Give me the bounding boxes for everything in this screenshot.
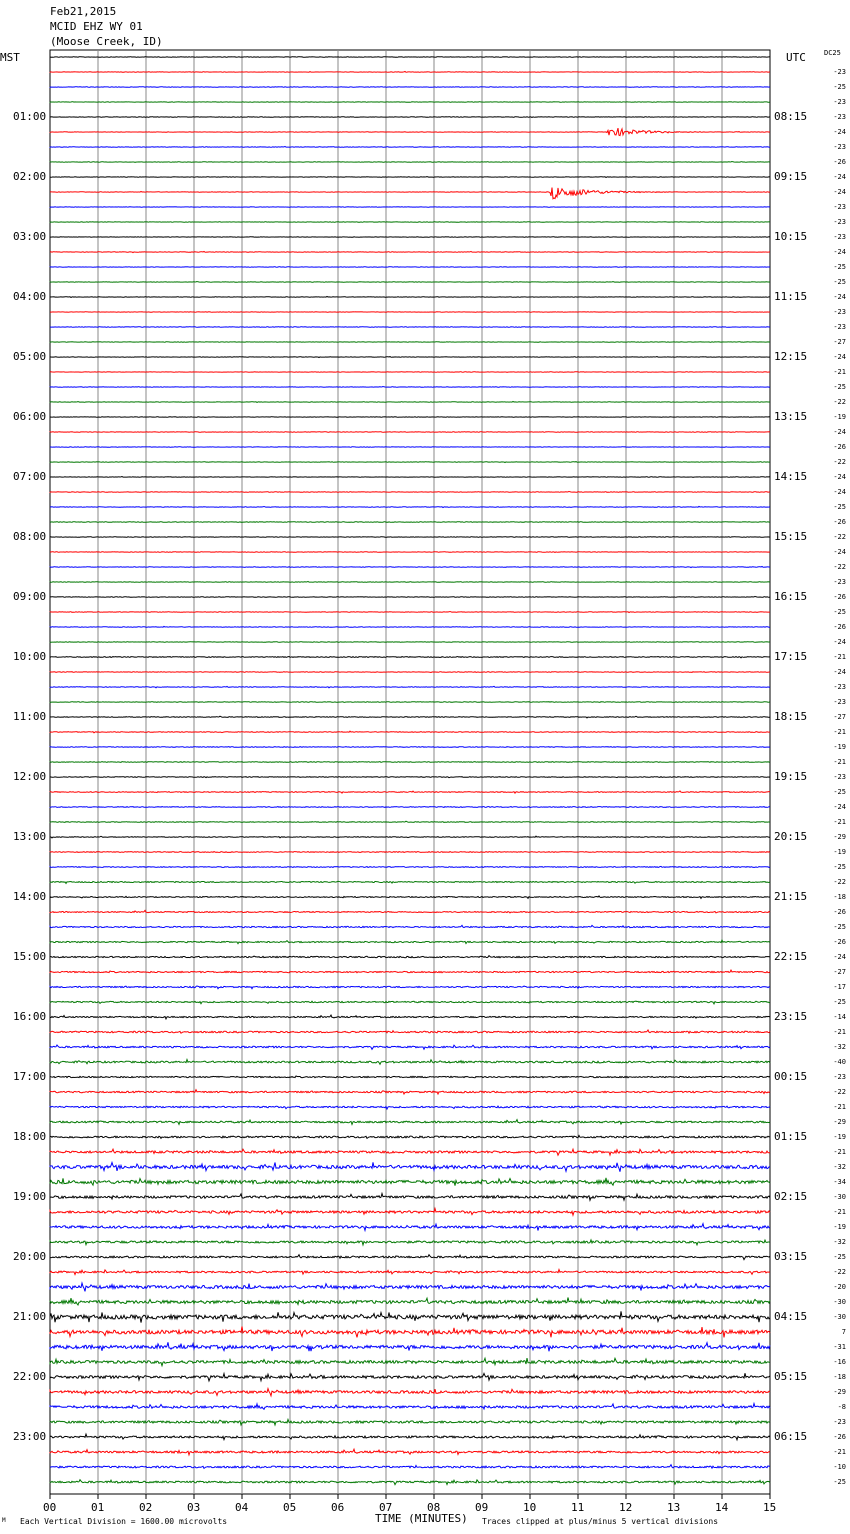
seismic-trace [50, 762, 770, 763]
right-hour-label: 12:15 [774, 350, 808, 363]
seismic-trace [50, 402, 770, 403]
seismic-trace [50, 267, 770, 268]
seismic-trace [50, 87, 770, 88]
seismic-trace [50, 72, 770, 73]
dc-offset-label: -32 [833, 1043, 846, 1051]
seismic-trace [50, 462, 770, 463]
left-hour-label: 07:00 [13, 470, 47, 483]
dc-offset-label: -25 [833, 278, 846, 286]
right-hour-label: 02:15 [774, 1190, 808, 1203]
seismic-trace [50, 747, 770, 748]
dc-offset-label: -24 [833, 353, 846, 361]
dc-offset-label: -26 [833, 518, 846, 526]
footer-mark: M [2, 1517, 6, 1524]
footer-scale-note: Each Vertical Division = 1600.00 microvolts [20, 1517, 228, 1526]
seismic-trace [50, 491, 770, 492]
dc-offset-label: -34 [833, 1178, 846, 1186]
dc-offset-label: -21 [833, 1028, 846, 1036]
dc-offset-label: -26 [833, 443, 846, 451]
right-hour-label: 08:15 [774, 110, 808, 123]
dc-offset-label: -25 [833, 263, 846, 271]
right-hour-label: 05:15 [774, 1370, 808, 1383]
dc-offset-label: -14 [833, 1013, 846, 1021]
dc-offset-label: -25 [833, 83, 846, 91]
dc-offset-label: -30 [833, 1313, 846, 1321]
x-tick-label: 09 [475, 1501, 489, 1514]
seismic-trace [50, 1149, 770, 1155]
seismic-trace [50, 626, 770, 627]
x-tick-label: 11 [571, 1501, 585, 1514]
seismic-trace [50, 297, 770, 298]
seismic-trace [50, 1389, 770, 1396]
x-tick-label: 12 [619, 1501, 633, 1514]
dc-offset-label: -19 [833, 1223, 846, 1231]
right-hour-label: 21:15 [774, 890, 808, 903]
left-hour-label: 05:00 [13, 350, 47, 363]
seismic-trace [50, 552, 770, 553]
seismic-trace [50, 357, 770, 358]
dc-offset-label: -24 [833, 173, 846, 181]
left-hour-label: 04:00 [13, 290, 47, 303]
dc-offset-label: -21 [833, 758, 846, 766]
seismic-trace [50, 1358, 770, 1366]
seismic-trace [50, 1373, 770, 1381]
header-date: Feb21,2015 [50, 5, 117, 18]
right-hour-label: 11:15 [774, 290, 808, 303]
left-hour-label: 22:00 [13, 1370, 47, 1383]
dc-offset-label: -24 [833, 953, 846, 961]
left-hour-label: 08:00 [13, 530, 47, 543]
dc-offset-label: -25 [833, 1478, 846, 1486]
right-hour-label: 00:15 [774, 1070, 808, 1083]
seismic-trace [50, 1449, 770, 1455]
dc-offset-label: -25 [833, 383, 846, 391]
seismic-trace [50, 282, 770, 283]
left-hour-label: 01:00 [13, 110, 47, 123]
seismic-trace [50, 1194, 770, 1201]
right-hour-label: 17:15 [774, 650, 808, 663]
x-tick-label: 00 [43, 1501, 57, 1514]
seismic-trace [50, 1015, 770, 1019]
x-tick-label: 08 [427, 1501, 441, 1514]
left-hour-label: 14:00 [13, 890, 47, 903]
dc-offset-label: -23 [833, 683, 846, 691]
dc-offset-label: -22 [833, 563, 846, 571]
seismic-trace [50, 372, 770, 373]
x-tick-label: 10 [523, 1501, 537, 1514]
footer-clip-note: Traces clipped at plus/minus 5 vertical divisions [482, 1517, 719, 1526]
dc-offset-label: -18 [833, 893, 846, 901]
dc-offset-label: -10 [833, 1463, 846, 1471]
header-station: MCID EHZ WY 01 [50, 20, 143, 33]
dc-offset-label: -24 [833, 548, 846, 556]
dc-offset-label: -29 [833, 833, 846, 841]
dc-offset-label: -24 [833, 248, 846, 256]
x-axis-title: TIME (MINUTES) [375, 1512, 468, 1525]
left-hour-label: 10:00 [13, 650, 47, 663]
x-tick-label: 01 [91, 1501, 105, 1514]
dc-offset-label: -21 [833, 1103, 846, 1111]
dc-offset-label: -24 [833, 488, 846, 496]
x-tick-label: 15 [763, 1501, 777, 1514]
left-hour-label: 09:00 [13, 590, 47, 603]
left-hour-label: 03:00 [13, 230, 47, 243]
dc-offset-label: -20 [833, 1283, 846, 1291]
seismic-trace [50, 177, 770, 178]
dc-offset-label: -24 [833, 188, 846, 196]
seismic-trace [50, 612, 770, 613]
seismic-trace [50, 1465, 770, 1469]
seismic-trace [50, 188, 770, 199]
seismic-trace [50, 1120, 770, 1125]
right-hour-label: 01:15 [774, 1130, 808, 1143]
dc-offset-label: -26 [833, 623, 846, 631]
seismic-trace [50, 716, 770, 718]
dc-offset-label: -24 [833, 128, 846, 136]
seismic-trace [50, 1434, 770, 1440]
seismic-trace [50, 477, 770, 478]
seismic-trace [50, 956, 770, 958]
dc-offset-label: -22 [833, 533, 846, 541]
seismic-trace [50, 672, 770, 673]
dc-offset-label: -23 [833, 773, 846, 781]
left-hour-label: 06:00 [13, 410, 47, 423]
seismic-trace [50, 657, 770, 658]
seismic-trace [50, 1136, 770, 1139]
seismic-trace [50, 1060, 770, 1065]
x-tick-label: 06 [331, 1501, 345, 1514]
dc-offset-label: -27 [833, 713, 846, 721]
dc-offset-label: 7 [841, 1328, 846, 1336]
dc-offset-label: -25 [833, 1253, 846, 1261]
seismic-trace [50, 1420, 770, 1425]
dc-offset-label: -25 [833, 503, 846, 511]
seismic-trace [50, 1327, 770, 1338]
seismic-trace [50, 251, 770, 252]
seismic-trace [50, 1209, 770, 1216]
seismic-trace [50, 342, 770, 343]
left-hour-label: 17:00 [13, 1070, 47, 1083]
dc-offset-label: -26 [833, 938, 846, 946]
seismic-trace [50, 1283, 770, 1291]
right-hour-label: 04:15 [774, 1310, 808, 1323]
seismic-trace [50, 731, 770, 733]
dc-offset-label: -26 [833, 908, 846, 916]
dc-offset-label: -8 [837, 1403, 846, 1411]
seismic-trace [50, 910, 770, 913]
seismic-trace [50, 146, 770, 147]
seismic-trace [50, 581, 770, 582]
dc-offset-label: -21 [833, 1448, 846, 1456]
right-timezone-label: UTC [786, 51, 806, 64]
x-tick-label: 02 [139, 1501, 153, 1514]
x-tick-label: 05 [283, 1501, 297, 1514]
left-hour-label: 21:00 [13, 1310, 47, 1323]
seismic-trace [50, 327, 770, 328]
seismic-trace [50, 237, 770, 238]
seismic-trace [50, 1311, 770, 1322]
dc-offset-label: -22 [833, 1088, 846, 1096]
seismic-trace [50, 117, 770, 118]
seismic-trace [50, 1298, 770, 1306]
dc-offset-label: -24 [833, 668, 846, 676]
right-hour-label: 06:15 [774, 1430, 808, 1443]
dc-offset-label: -27 [833, 968, 846, 976]
right-hour-label: 09:15 [774, 170, 808, 183]
seismic-trace [50, 1270, 770, 1275]
seismic-trace [50, 881, 770, 883]
seismic-trace [50, 1255, 770, 1260]
dc-offset-label: -22 [833, 878, 846, 886]
left-hour-label: 13:00 [13, 830, 47, 843]
dc-offset-label: -25 [833, 923, 846, 931]
right-hour-label: 14:15 [774, 470, 808, 483]
seismic-trace [50, 836, 770, 838]
dc-offset-label: -23 [833, 98, 846, 106]
dc-offset-label: -21 [833, 818, 846, 826]
dc-offset-label: -21 [833, 1148, 846, 1156]
seismic-trace [50, 686, 770, 688]
seismic-trace [50, 1240, 770, 1245]
seismic-trace [50, 432, 770, 433]
right-hour-label: 19:15 [774, 770, 808, 783]
dc-offset-label: -24 [833, 293, 846, 301]
seismic-trace [50, 1106, 770, 1109]
dc-offset-label: -25 [833, 863, 846, 871]
left-timezone-label: MST [0, 51, 20, 64]
dc-offset-label: -23 [833, 323, 846, 331]
dc-offset-label: -25 [833, 788, 846, 796]
seismic-trace [50, 1030, 770, 1033]
dc-offset-label: -24 [833, 473, 846, 481]
seismic-trace [50, 940, 770, 944]
seismic-trace [50, 567, 770, 568]
seismic-trace [50, 522, 770, 523]
dc-offset-label: -30 [833, 1193, 846, 1201]
seismic-trace [50, 1178, 770, 1186]
seismic-trace [50, 986, 770, 989]
right-hour-label: 22:15 [774, 950, 808, 963]
dc-offset-label: -25 [833, 998, 846, 1006]
header-location: (Moose Creek, ID) [50, 35, 163, 48]
seismic-trace [50, 1090, 770, 1094]
dc-offset-label: -22 [833, 458, 846, 466]
seismic-trace [50, 387, 770, 388]
dc-offset-label: -19 [833, 1133, 846, 1141]
right-hour-label: 03:15 [774, 1250, 808, 1263]
seismic-trace [50, 807, 770, 808]
seismic-trace [50, 791, 770, 793]
left-hour-label: 18:00 [13, 1130, 47, 1143]
dc-offset-label: -25 [833, 608, 846, 616]
dc-offset-label: -29 [833, 1388, 846, 1396]
dc-offset-label: -18 [833, 1373, 846, 1381]
dc-header-label: DC25 [824, 49, 841, 57]
dc-offset-label: -17 [833, 983, 846, 991]
dc-offset-label: -23 [833, 1418, 846, 1426]
dc-offset-label: -40 [833, 1058, 846, 1066]
dc-offset-label: -24 [833, 428, 846, 436]
left-hour-label: 12:00 [13, 770, 47, 783]
left-hour-label: 15:00 [13, 950, 47, 963]
dc-offset-label: -23 [833, 218, 846, 226]
dc-offset-label: -30 [833, 1298, 846, 1306]
seismic-trace [50, 1162, 770, 1171]
dc-offset-label: -31 [833, 1343, 846, 1351]
seismic-trace [50, 506, 770, 507]
seismic-trace [50, 925, 770, 927]
dc-offset-label: -19 [833, 743, 846, 751]
left-hour-label: 16:00 [13, 1010, 47, 1023]
dc-offset-label: -24 [833, 638, 846, 646]
dc-offset-label: -27 [833, 338, 846, 346]
dc-offset-label: -32 [833, 1163, 846, 1171]
dc-offset-label: -23 [833, 113, 846, 121]
seismic-trace [50, 1224, 770, 1231]
seismic-trace [50, 1404, 770, 1410]
dc-offset-label: -29 [833, 1118, 846, 1126]
seismic-trace [50, 162, 770, 163]
seismic-trace [50, 1001, 770, 1004]
dc-offset-label: -26 [833, 593, 846, 601]
dc-offset-label: -21 [833, 368, 846, 376]
right-hour-label: 13:15 [774, 410, 808, 423]
seismic-trace [50, 1480, 770, 1485]
right-hour-label: 15:15 [774, 530, 808, 543]
right-hour-label: 23:15 [774, 1010, 808, 1023]
seismic-trace [50, 1045, 770, 1049]
left-hour-label: 11:00 [13, 710, 47, 723]
right-hour-label: 10:15 [774, 230, 808, 243]
dc-offset-label: -26 [833, 1433, 846, 1441]
dc-offset-label: -19 [833, 848, 846, 856]
x-tick-label: 14 [715, 1501, 729, 1514]
dc-offset-label: -23 [833, 203, 846, 211]
dc-offset-label: -21 [833, 728, 846, 736]
right-hour-label: 20:15 [774, 830, 808, 843]
right-hour-label: 16:15 [774, 590, 808, 603]
dc-offset-label: -23 [833, 143, 846, 151]
left-hour-label: 02:00 [13, 170, 47, 183]
dc-offset-label: -23 [833, 1073, 846, 1081]
x-tick-label: 13 [667, 1501, 681, 1514]
seismic-trace [50, 128, 770, 136]
dc-offset-label: -23 [833, 578, 846, 586]
dc-offset-label: -22 [833, 398, 846, 406]
x-tick-label: 04 [235, 1501, 249, 1514]
seismic-trace [50, 447, 770, 448]
seismic-trace [50, 222, 770, 223]
left-hour-label: 20:00 [13, 1250, 47, 1263]
dc-offset-label: -21 [833, 1208, 846, 1216]
dc-offset-label: -23 [833, 68, 846, 76]
right-hour-label: 18:15 [774, 710, 808, 723]
dc-offset-label: -16 [833, 1358, 846, 1366]
dc-offset-label: -32 [833, 1238, 846, 1246]
dc-offset-label: -24 [833, 803, 846, 811]
dc-offset-label: -21 [833, 653, 846, 661]
left-hour-label: 23:00 [13, 1430, 47, 1443]
seismic-trace [50, 896, 770, 899]
seismic-trace [50, 777, 770, 778]
left-hour-label: 19:00 [13, 1190, 47, 1203]
seismic-trace [50, 596, 770, 597]
dc-offset-label: -26 [833, 158, 846, 166]
seismic-trace [50, 970, 770, 973]
x-tick-label: 07 [379, 1501, 393, 1514]
seismic-trace [50, 702, 770, 703]
seismic-trace [50, 1342, 770, 1351]
x-tick-label: 03 [187, 1501, 201, 1514]
dc-offset-label: -19 [833, 413, 846, 421]
dc-offset-label: -23 [833, 233, 846, 241]
dc-offset-label: -22 [833, 1268, 846, 1276]
seismic-trace [50, 866, 770, 867]
seismic-trace [50, 852, 770, 853]
seismic-trace [50, 1076, 770, 1078]
dc-offset-label: -23 [833, 308, 846, 316]
seismic-trace [50, 821, 770, 822]
dc-offset-label: -23 [833, 698, 846, 706]
